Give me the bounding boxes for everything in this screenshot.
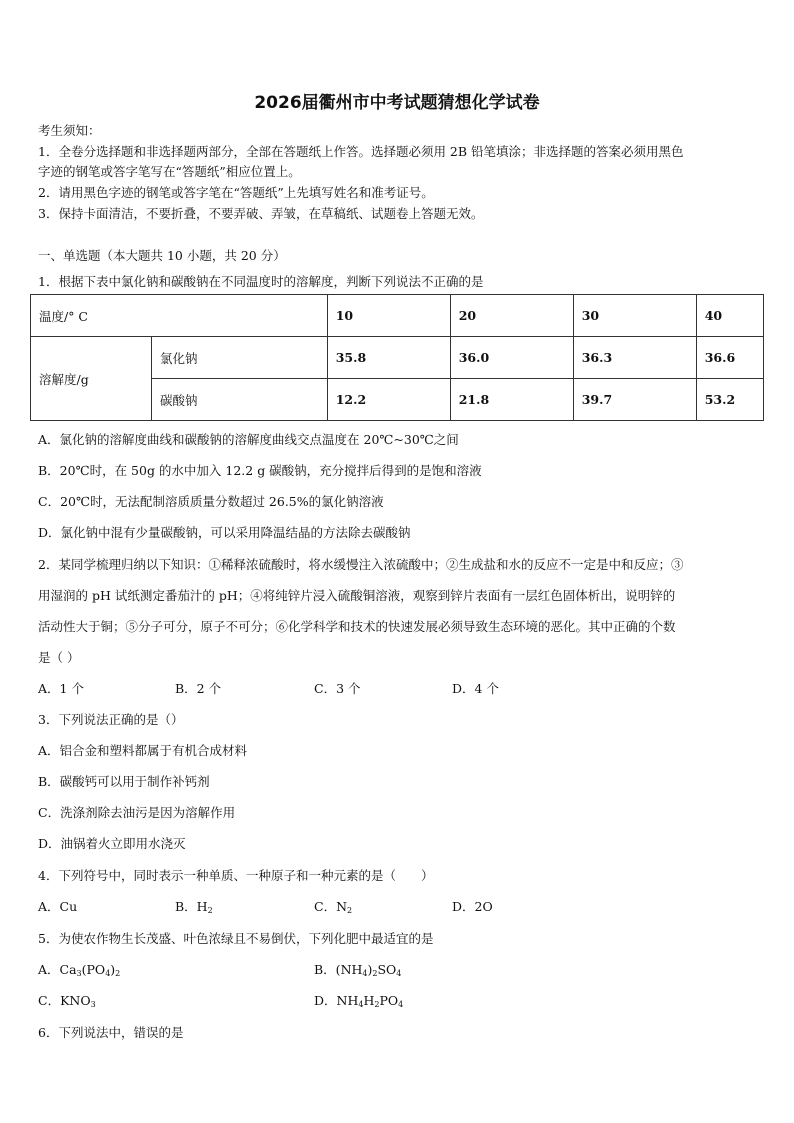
q3-option-b: B．碳酸钙可以用于制作补钙剂 bbox=[38, 774, 210, 789]
section-heading: 一、单选题（本大题共 10 小题，共 20 分） bbox=[38, 248, 286, 263]
formula-sub: 2 bbox=[372, 969, 378, 978]
notice-item-2: 2．请用黑色字迹的钢笔或答字笔在“答题纸”上先填写姓名和准考证号。 bbox=[38, 185, 434, 200]
q4-option-b bbox=[175, 897, 213, 915]
temp-cell: 40 bbox=[696, 295, 763, 337]
q4-option-c-sub: 2 bbox=[347, 906, 353, 915]
q2-line-3: 活动性大于铜；⑤分子可分，原子不可分；⑥化学科学和技术的快速发展必须导致生态环境的恶化。其中正确的个数 bbox=[38, 619, 676, 634]
q5-option-d bbox=[314, 991, 403, 1009]
table-row bbox=[31, 337, 764, 379]
q2-option-b: B．2 个 bbox=[175, 681, 222, 696]
formula-sub: 4 bbox=[362, 969, 368, 978]
q4-option-b-text: B．H bbox=[175, 899, 208, 914]
q5-option-b bbox=[314, 960, 401, 978]
formula-sub: 2 bbox=[374, 1000, 380, 1009]
notice-item-1: 1．全卷分选择题和非选择题两部分，全部在答题纸上作答。选择题必须用 2B 铅笔填涂；非选择题的答案必须用黑色 bbox=[38, 144, 684, 159]
value-cell: 35.8 bbox=[327, 337, 450, 379]
formula-part: SO bbox=[377, 962, 397, 977]
temp-cell: 20 bbox=[450, 295, 573, 337]
q5-option-c bbox=[38, 991, 96, 1009]
value-cell: 39.7 bbox=[573, 379, 696, 421]
q1-option-b: B．20℃时，在 50g 的水中加入 12.2 g 碳酸钠，充分搅拌后得到的是饱和溶液 bbox=[38, 463, 482, 478]
formula-part: B．(NH bbox=[314, 962, 363, 977]
q3-stem: 3．下列说法正确的是（） bbox=[38, 712, 184, 727]
q4-option-c-text: C．N bbox=[314, 899, 348, 914]
q2-line-4: 是（ ） bbox=[38, 650, 80, 665]
formula-sub: 4 bbox=[398, 1000, 404, 1009]
formula-sub: 4 bbox=[105, 969, 111, 978]
q2-line-1: 2．某同学梳理归纳以下知识：①稀释浓硫酸时，将水缓慢注入浓硫酸中；②生成盐和水的反应不一定是中和反应；③ bbox=[38, 557, 684, 572]
value-cell: 36.6 bbox=[696, 337, 763, 379]
value-cell: 53.2 bbox=[696, 379, 763, 421]
formula-part: PO bbox=[379, 993, 399, 1008]
q4-option-c bbox=[314, 897, 352, 915]
formula-sub: 4 bbox=[358, 1000, 364, 1009]
formula-part: H bbox=[363, 993, 375, 1008]
solubility-table bbox=[30, 294, 764, 421]
temp-cell: 30 bbox=[573, 295, 696, 337]
q2-option-a: A．1 个 bbox=[38, 681, 84, 696]
q4-option-b-sub: 2 bbox=[207, 906, 213, 915]
q5-option-a bbox=[38, 960, 120, 978]
formula-part: ) bbox=[110, 962, 116, 977]
q4-option-a: A．Cu bbox=[38, 899, 78, 914]
formula-part: A．Ca bbox=[38, 962, 77, 977]
notice-item-3: 3．保持卡面清洁，不要折叠，不要弄破、弄皱，在草稿纸、试题卷上答题无效。 bbox=[38, 206, 484, 221]
q4-option-d: D．2O bbox=[452, 899, 493, 914]
q2-line-2: 用湿润的 pH 试纸测定番茄汁的 pH；④将纯锌片浸入硫酸铜溶液，观察到锌片表面有一层红色固体析出，说明锌的 bbox=[38, 588, 676, 603]
solubility-label: 溶解度/g bbox=[31, 337, 152, 421]
row-name: 氯化钠 bbox=[152, 337, 328, 379]
formula-sub: 3 bbox=[90, 1000, 96, 1009]
value-cell: 12.2 bbox=[327, 379, 450, 421]
row-name: 碳酸钠 bbox=[152, 379, 328, 421]
temp-label: 温度/° C bbox=[31, 295, 328, 337]
formula-part: (PO bbox=[81, 962, 106, 977]
formula-sub: 3 bbox=[76, 969, 82, 978]
formula-sub: 2 bbox=[115, 969, 121, 978]
q2-option-d: D．4 个 bbox=[452, 681, 499, 696]
q5-stem: 5．为使农作物生长茂盛、叶色浓绿且不易倒伏，下列化肥中最适宜的是 bbox=[38, 931, 434, 946]
page-title: 2026届衢州市中考试题猜想化学试卷 bbox=[254, 93, 540, 113]
q1-option-c: C．20℃时，无法配制溶质质量分数超过 26.5%的氯化钠溶液 bbox=[38, 494, 384, 509]
value-cell: 36.0 bbox=[450, 337, 573, 379]
value-cell: 36.3 bbox=[573, 337, 696, 379]
q3-option-c: C．洗涤剂除去油污是因为溶解作用 bbox=[38, 805, 236, 820]
q1-stem: 1．根据下表中氯化钠和碳酸钠在不同温度时的溶解度，判断下列说法不正确的是 bbox=[38, 274, 484, 289]
temp-cell: 10 bbox=[327, 295, 450, 337]
value-cell: 21.8 bbox=[450, 379, 573, 421]
notice-heading: 考生须知： bbox=[38, 123, 101, 138]
formula-part: D．NH bbox=[314, 993, 359, 1008]
q4-stem: 4．下列符号中，同时表示一种单质、一种原子和一种元素的是（ ） bbox=[38, 868, 434, 883]
q3-option-d: D．油锅着火立即用水浇灭 bbox=[38, 836, 186, 851]
q1-option-a: A．氯化钠的溶解度曲线和碳酸钠的溶解度曲线交点温度在 20℃~30℃之间 bbox=[38, 432, 459, 447]
q1-option-d: D．氯化钠中混有少量碳酸钠，可以采用降温结晶的方法除去碳酸钠 bbox=[38, 525, 411, 540]
q3-option-a: A．铝合金和塑料都属于有机合成材料 bbox=[38, 743, 248, 758]
q6-stem: 6．下列说法中，错误的是 bbox=[38, 1025, 184, 1040]
table-row bbox=[31, 295, 764, 337]
formula-part: ) bbox=[367, 962, 373, 977]
notice-item-1-cont: 字迹的钢笔或答字笔写在“答题纸”相应位置上。 bbox=[38, 164, 301, 179]
formula-part: C．KNO bbox=[38, 993, 91, 1008]
q2-option-c: C．3 个 bbox=[314, 681, 361, 696]
formula-sub: 4 bbox=[396, 969, 402, 978]
